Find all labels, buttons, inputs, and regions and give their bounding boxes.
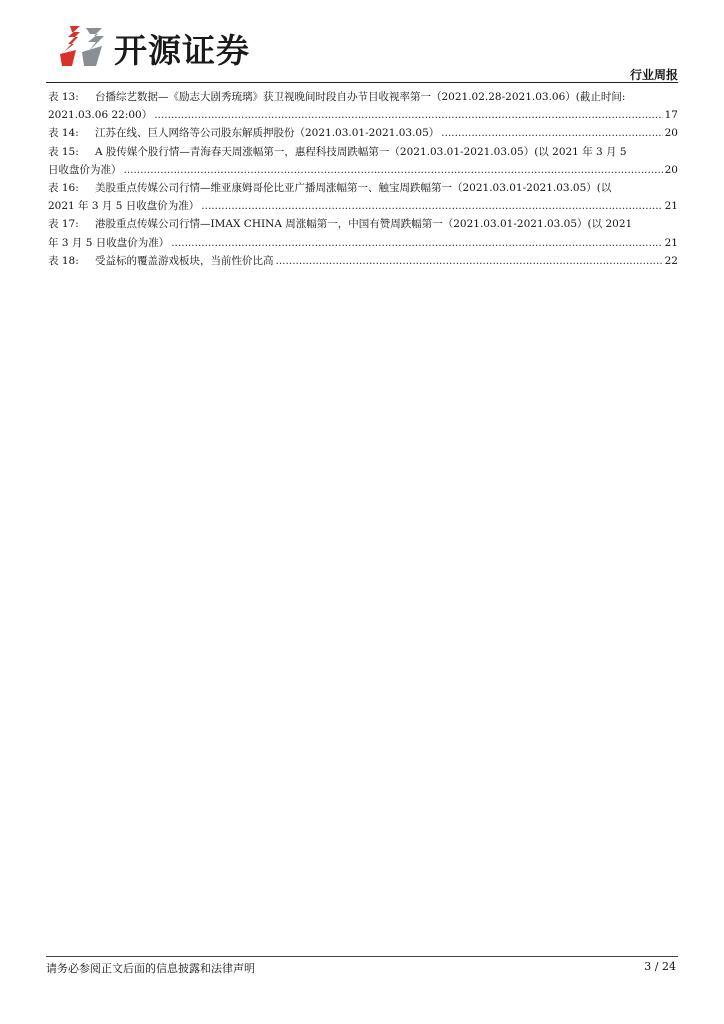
toc-entry-15[interactable]: [48, 143, 678, 179]
toc-title-continued: 日收盘价为准）: [48, 163, 122, 176]
toc-page-number: 17: [664, 109, 678, 122]
company-logo: [58, 22, 288, 70]
toc-title-continued: 年 3 月 5 日收盘价为准）: [48, 236, 170, 249]
toc-page-number: 21: [664, 236, 678, 249]
toc-page-number: 20: [664, 163, 678, 176]
footer-disclaimer: 请务必参阅正文后面的信息披露和法律声明: [46, 962, 255, 975]
report-type-label: 行业周报: [629, 68, 678, 82]
footer-divider: [46, 956, 678, 957]
toc-page-number: 22: [664, 254, 678, 267]
toc-label: 表 16:: [48, 182, 79, 195]
toc-label: 表 14:: [48, 127, 79, 140]
toc-leader-dots: [276, 252, 663, 270]
header-divider: [46, 82, 678, 83]
toc-title: 台播综艺数据—《励志大剧秀琉璃》获卫视晚间时段自办节目收视率第一（2021.02.28-2021.03.06）(截止时间:: [95, 91, 626, 103]
toc-entry-17[interactable]: [48, 215, 678, 251]
page-header: [0, 0, 724, 82]
footer-page-number: 3 / 24: [644, 960, 676, 973]
toc-title: 受益标的覆盖游戏板块，当前性价比高: [95, 254, 274, 267]
toc-title: 江苏在线、巨人网络等公司股东解质押股份（2021.03.01-2021.03.05）: [95, 127, 440, 140]
toc-label: 表 13:: [48, 91, 79, 103]
toc-leader-dots: [154, 106, 662, 124]
logo-text: 开源证券: [114, 31, 250, 70]
toc-title: 港股重点传媒公司行情—IMAX CHINA 周涨幅第一，中国有赞周跌幅第一（2021.03.01-2021.03.05）(以 2021: [95, 218, 633, 231]
toc-page-number: 20: [664, 127, 678, 140]
toc-label: 表 17:: [48, 218, 79, 231]
toc-entry-16[interactable]: [48, 179, 678, 215]
toc-page-number: 21: [664, 200, 678, 213]
table-of-contents: [48, 88, 678, 270]
toc-title-continued: 2021.03.06 22:00）: [48, 109, 153, 122]
toc-leader-dots: [441, 124, 662, 142]
logo-mark-icon: [58, 22, 110, 68]
toc-title-continued: 2021 年 3 月 5 日收盘价为准）: [48, 200, 200, 213]
toc-leader-dots: [171, 234, 662, 252]
toc-label: 表 18:: [48, 254, 79, 267]
toc-title: A 股传媒个股行情—青海春天周涨幅第一，惠程科技周跌幅第一（2021.03.01-2021.03.05）(以 2021 年 3 月 5: [95, 145, 627, 158]
toc-entry-13[interactable]: [48, 88, 678, 124]
toc-label: 表 15:: [48, 145, 79, 158]
toc-leader-dots: [124, 161, 663, 179]
toc-title: 美股重点传媒公司行情—维亚康姆哥伦比亚广播周涨幅第一、触宝周跌幅第一（2021.03.01-2021.03.05）(以: [95, 182, 612, 195]
toc-leader-dots: [201, 197, 662, 215]
toc-entry-18[interactable]: [48, 252, 678, 270]
toc-entry-14[interactable]: [48, 124, 678, 142]
